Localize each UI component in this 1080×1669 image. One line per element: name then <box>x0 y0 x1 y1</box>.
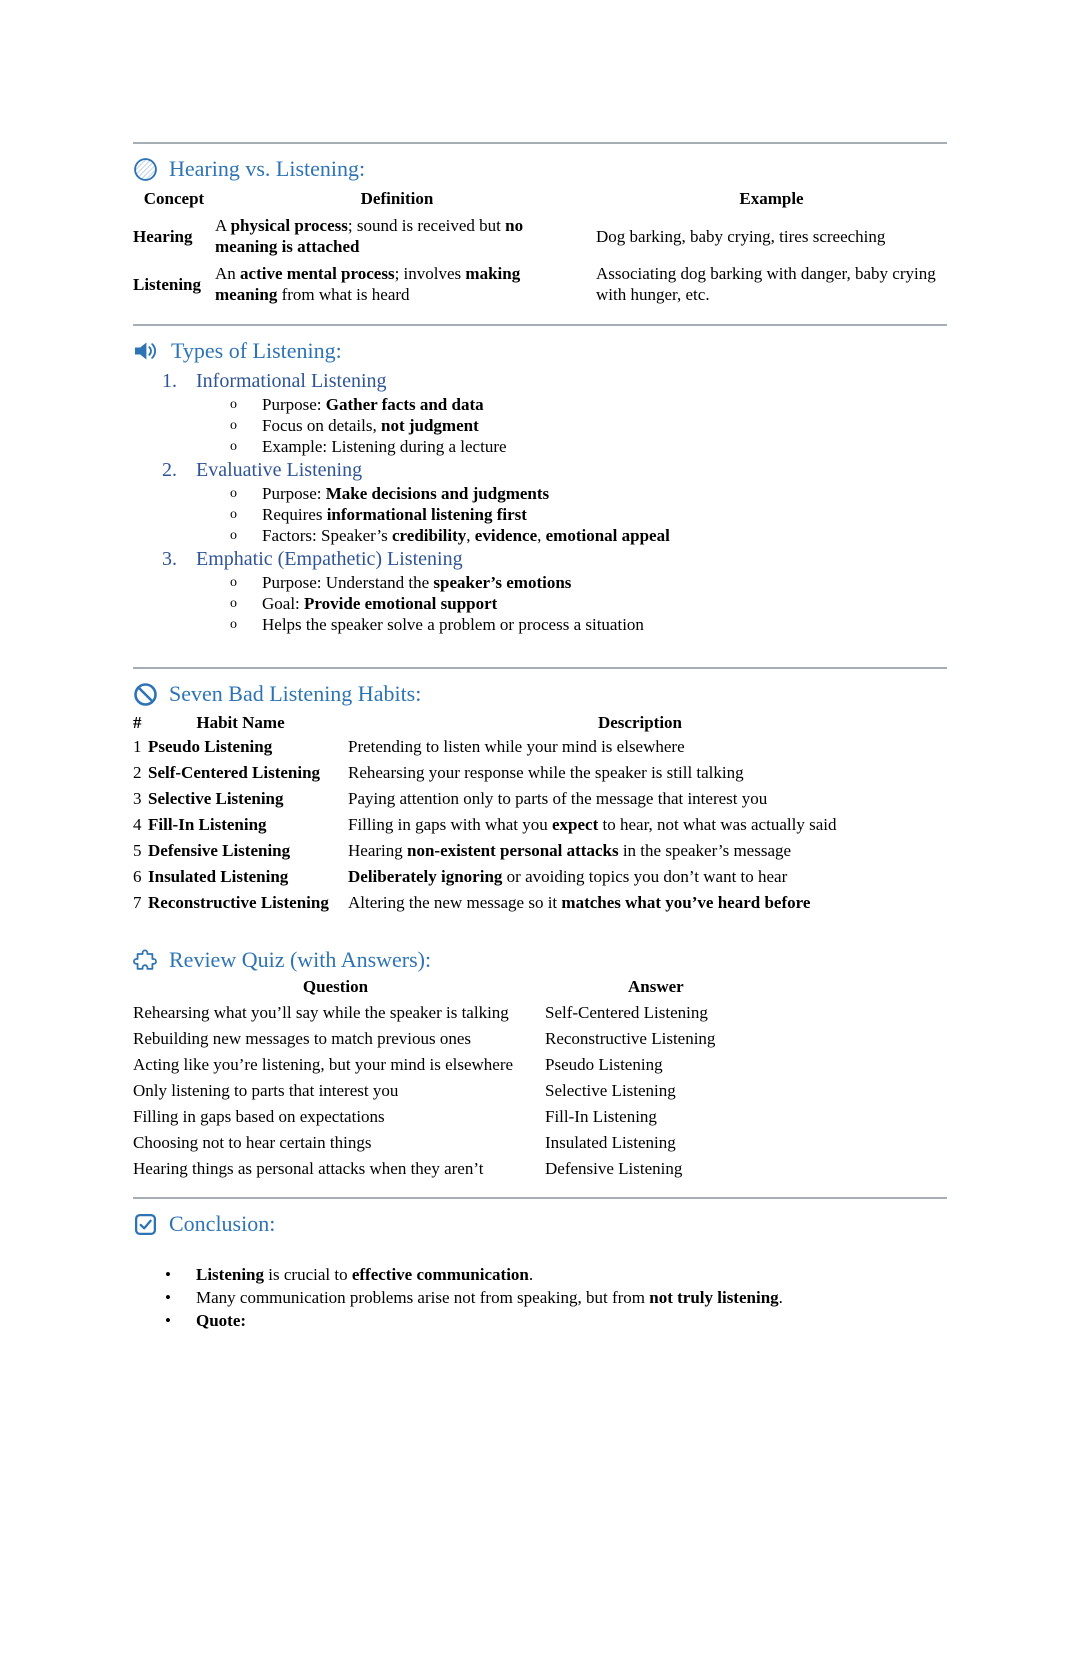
item-number: 2. <box>162 459 177 481</box>
definition-cell: A physical process; sound is received but no meaning is attached <box>215 216 524 256</box>
bullet-marker: o <box>230 596 237 611</box>
section-title: Conclusion: <box>169 1211 276 1236</box>
habit-num: 5 <box>133 841 142 860</box>
bullet-marker: o <box>230 575 237 590</box>
bullet-marker: o <box>230 486 237 501</box>
quiz-answer: Pseudo Listening <box>545 1055 663 1074</box>
sub-bullet <box>230 436 947 457</box>
table-header-row <box>133 977 947 1003</box>
quiz-answer: Self-Centered Listening <box>545 1003 708 1022</box>
quiz-question: Acting like you’re listening, but your mind is elsewhere <box>133 1055 514 1074</box>
bullet-marker: • <box>165 1311 171 1330</box>
conclusion-list <box>133 1263 947 1332</box>
bullet-marker: • <box>165 1265 171 1284</box>
table-row <box>133 212 947 260</box>
item-name: Informational Listening <box>196 370 387 392</box>
habit-num: 4 <box>133 815 142 834</box>
table-row <box>133 789 947 815</box>
habit-name: Insulated Listening <box>148 867 289 886</box>
column-header-concept: Concept <box>143 189 205 208</box>
speaker-icon <box>133 339 160 363</box>
prohibition-icon <box>133 682 158 707</box>
table-row <box>133 1003 947 1029</box>
bad-habits-heading <box>133 679 947 709</box>
bullet-text: Listening is crucial to effective communication. <box>196 1265 534 1284</box>
example-cell: Associating dog barking with danger, baby crying with hunger, etc. <box>596 264 936 304</box>
concept-cell: Listening <box>133 274 202 294</box>
table-row <box>133 1055 947 1081</box>
bad-habits-table <box>133 713 947 919</box>
column-header-example: Example <box>739 189 804 208</box>
habit-description: Rehearsing your response while the speaker is still talking <box>348 763 744 782</box>
item-number: 1. <box>162 370 177 392</box>
types-of-listening-heading <box>133 336 947 366</box>
hearing-vs-listening-table <box>133 188 947 308</box>
sub-bullet <box>230 504 947 525</box>
section-title: Review Quiz (with Answers): <box>169 947 432 972</box>
quiz-answer: Insulated Listening <box>545 1133 676 1152</box>
document-page <box>133 142 947 1332</box>
bullet-marker: o <box>230 528 237 543</box>
column-header-description: Description <box>597 713 683 732</box>
habit-num: 3 <box>133 789 142 808</box>
bullet-marker: o <box>230 617 237 632</box>
quiz-answer: Defensive Listening <box>545 1159 683 1178</box>
table-row <box>133 893 947 919</box>
bullet-text: Factors: Speaker’s credibility, evidence, emotional appeal <box>262 526 670 545</box>
habit-description: Pretending to listen while your mind is elsewhere <box>348 737 685 756</box>
sub-bullet <box>230 572 947 593</box>
habit-name: Pseudo Listening <box>148 737 273 756</box>
quiz-answer: Fill-In Listening <box>545 1107 657 1126</box>
habit-name: Fill-In Listening <box>148 815 267 834</box>
column-header-definition: Definition <box>360 189 434 208</box>
bullet-text: Example: Listening during a lecture <box>262 437 507 456</box>
quiz-question: Rebuilding new messages to match previous ones <box>133 1029 472 1048</box>
list-item <box>162 457 947 483</box>
quiz-question: Rehearsing what you’ll say while the speaker is talking <box>133 1003 509 1022</box>
habit-num: 6 <box>133 867 142 886</box>
section-title: Types of Listening: <box>171 338 342 363</box>
bullet-text: Many communication problems arise not from speaking, but from not truly listening. <box>196 1288 783 1307</box>
bullet-marker: o <box>230 418 237 433</box>
column-header-answer: Answer <box>628 977 684 996</box>
table-row <box>133 1133 947 1159</box>
bullet-text: Focus on details, not judgment <box>262 416 479 435</box>
bullet-text: Purpose: Gather facts and data <box>262 395 484 414</box>
concept-cell: Hearing <box>133 226 193 246</box>
bullet-text: Helps the speaker solve a problem or process a situation <box>262 615 644 634</box>
bullet-marker: o <box>230 439 237 454</box>
bullet-item <box>165 1309 947 1332</box>
habit-description: Altering the new message so it matches what you’ve heard before <box>348 893 811 912</box>
sub-bullet <box>230 415 947 436</box>
section-title: Seven Bad Listening Habits: <box>169 681 422 706</box>
conclusion-heading <box>133 1209 947 1239</box>
quiz-question: Filling in gaps based on expectations <box>133 1107 385 1126</box>
hearing-vs-listening-heading <box>133 154 947 184</box>
section-divider <box>133 324 947 326</box>
table-row <box>133 1107 947 1133</box>
column-header-habit-name: Habit Name <box>196 713 285 732</box>
table-row <box>133 260 947 308</box>
quiz-answer: Reconstructive Listening <box>545 1029 716 1048</box>
sub-bullet <box>230 483 947 504</box>
bullet-text: Quote: <box>196 1311 247 1330</box>
puzzle-icon <box>133 948 158 973</box>
habit-description: Deliberately ignoring or avoiding topics you don’t want to hear <box>348 867 788 886</box>
habit-name: Selective Listening <box>148 789 284 808</box>
habit-description: Hearing non-existent personal attacks in the speaker’s message <box>348 841 792 860</box>
hatched-circle-icon <box>133 157 158 182</box>
habit-name: Reconstructive Listening <box>148 893 329 912</box>
sub-bullet <box>230 593 947 614</box>
table-row <box>133 1081 947 1107</box>
example-cell: Dog barking, baby crying, tires screeching <box>596 226 886 246</box>
sub-bullet <box>230 614 947 635</box>
section-title: Hearing vs. Listening: <box>169 156 366 181</box>
habit-num: 2 <box>133 763 142 782</box>
table-row <box>133 763 947 789</box>
table-row <box>133 1029 947 1055</box>
table-row <box>133 1159 947 1185</box>
item-name: Evaluative Listening <box>196 459 363 481</box>
section-divider <box>133 142 947 144</box>
item-name: Emphatic (Empathetic) Listening <box>196 548 463 570</box>
bullet-item <box>165 1263 947 1286</box>
bullet-marker: o <box>230 507 237 522</box>
table-header-row <box>133 188 947 212</box>
bullet-marker: o <box>230 397 237 412</box>
bullet-item <box>165 1286 947 1309</box>
quiz-question: Choosing not to hear certain things <box>133 1133 372 1152</box>
definition-cell: An active mental process; involves making meaning from what is heard <box>215 264 521 304</box>
habit-description: Filling in gaps with what you expect to hear, not what was actually said <box>348 815 837 834</box>
table-row <box>133 815 947 841</box>
list-item <box>162 368 947 394</box>
bullet-marker: • <box>165 1288 171 1307</box>
column-header-num: # <box>133 713 142 732</box>
review-quiz-heading <box>133 945 947 975</box>
habit-num: 7 <box>133 893 142 912</box>
table-row <box>133 737 947 763</box>
quiz-answer: Selective Listening <box>545 1081 676 1100</box>
column-header-question: Question <box>302 977 369 996</box>
table-row <box>133 867 947 893</box>
item-number: 3. <box>162 548 177 570</box>
sub-bullet <box>230 525 947 546</box>
list-item <box>162 546 947 572</box>
types-of-listening-list <box>133 368 947 635</box>
sub-bullet <box>230 394 947 415</box>
review-quiz-table <box>133 977 947 1185</box>
section-divider <box>133 667 947 669</box>
section-divider <box>133 1197 947 1199</box>
table-row <box>133 841 947 867</box>
quiz-question: Only listening to parts that interest you <box>133 1081 399 1100</box>
habit-description: Paying attention only to parts of the message that interest you <box>348 789 768 808</box>
habit-num: 1 <box>133 737 142 756</box>
habit-name: Defensive Listening <box>148 841 291 860</box>
bullet-text: Purpose: Understand the speaker’s emotions <box>262 573 572 592</box>
habit-name: Self-Centered Listening <box>148 763 321 782</box>
bullet-text: Purpose: Make decisions and judgments <box>262 484 550 503</box>
quiz-question: Hearing things as personal attacks when they aren’t <box>133 1159 484 1178</box>
table-header-row <box>133 713 947 737</box>
bullet-text: Goal: Provide emotional support <box>262 594 498 613</box>
bullet-text: Requires informational listening first <box>262 505 527 524</box>
checkbox-icon <box>133 1212 158 1237</box>
